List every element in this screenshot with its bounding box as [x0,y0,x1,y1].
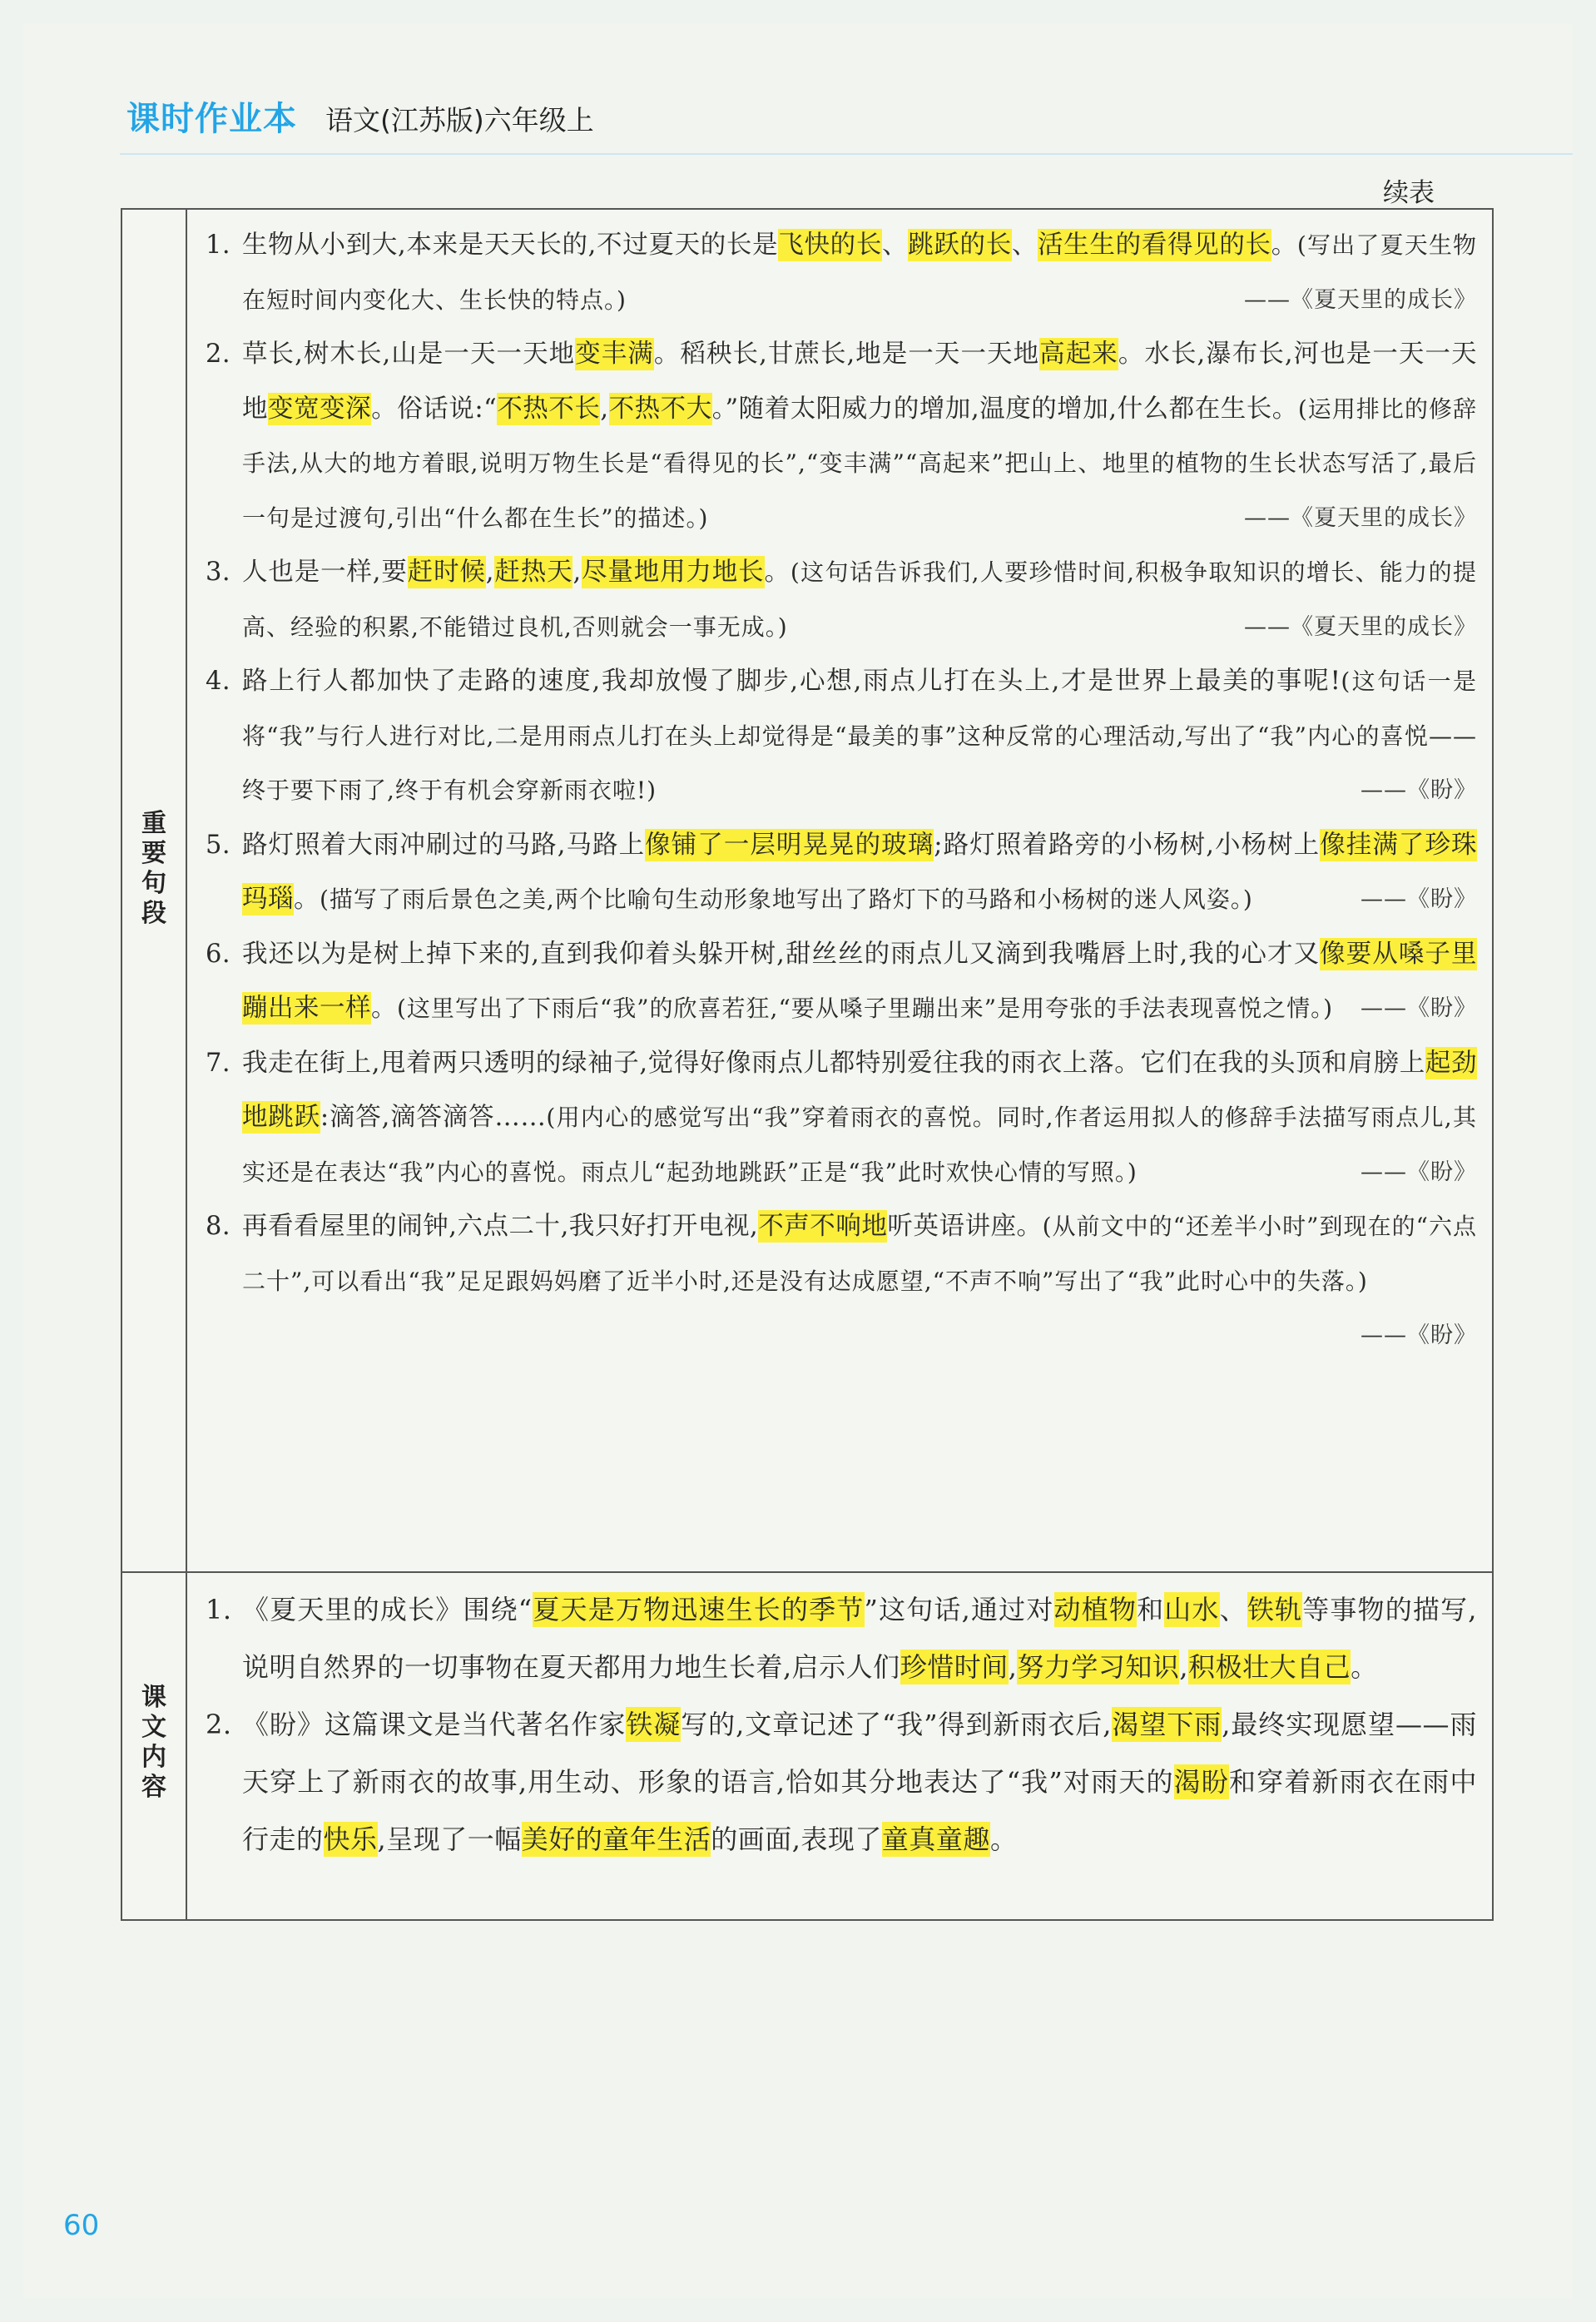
body-text: , [600,394,609,424]
highlighted-phrase: 夏天是万物迅速生长的季节 [532,1594,865,1625]
label-char: 文 [141,1713,166,1742]
highlighted-phrase: 高起来 [1039,340,1118,369]
body-text: 《盼》这篇课文是当代著名作家 [242,1709,627,1740]
body-text: 听英语讲座。 [887,1212,1043,1241]
sentence-item [206,927,1477,1036]
body-text: 生物从小到大,本来是天天长的,不过夏天的长是 [242,231,779,260]
item-number: 2. [206,1709,232,1740]
body-text: ,最终实现愿望——雨天穿上了新雨衣的故事,用生动、形象的语言,恰如其分地表达了“我”对雨天的 [242,1709,1477,1798]
highlighted-phrase: 铁轨 [1247,1594,1303,1625]
highlighted-phrase: 努力学习知识 [1017,1651,1180,1683]
highlighted-phrase: 像挂满了珍珠玛瑙 [242,830,1478,914]
sentence-item [206,654,1477,818]
annotation-note: (描写了雨后景色之美,两个比喻句生动形象地写出了路灯下的马路和小杨树的迷人风姿。) [320,886,1253,913]
body-text: 我走在街上,甩着两只透明的绿袖子,觉得好像雨点儿都特别爱往我的雨衣上落。它们在我的头顶和肩膀上 [242,1048,1425,1078]
item-number: 3. [206,558,231,587]
highlighted-phrase: 赶时候 [407,558,486,587]
label-char: 重 [141,809,166,838]
body-text: 《夏天里的成长》围绕“ [242,1594,533,1625]
body-text: 再看看屋里的闹钟,六点二十,我只好打开电视, [242,1212,759,1241]
highlighted-phrase: 赶热天 [494,558,573,587]
highlighted-phrase: 尽量地用力地长 [581,558,765,587]
source-citation: ——《盼》 [1361,1322,1477,1348]
body-text: 写的,文章记述了“我”得到新雨衣后, [681,1709,1112,1740]
body-text: 、 [882,231,909,260]
body-text: 。 [1351,1651,1378,1683]
source-citation: ——《夏天里的成长》 [1244,286,1477,313]
body-text: 路上行人都加快了走路的速度,我却放慢了脚步,心想,雨点儿打在头上,才是世界上最美的事呢! [242,667,1341,696]
content-item [206,1581,1477,1696]
highlighted-phrase: 活生生的看得见的长 [1038,231,1271,260]
body-text: 和 [1137,1594,1165,1625]
highlighted-phrase: 变宽变深 [268,394,372,424]
source-citation: ——《盼》 [1361,1159,1477,1185]
highlighted-phrase: 童真童趣 [881,1823,990,1855]
section-label-text-content [122,1683,186,1803]
item-number: 1. [206,1594,232,1625]
body-text: 我还以为是树上掉下来的,直到我仰着头躲开树,甜丝丝的雨点儿又滴到我嘴唇上时,我的心才又 [242,939,1321,969]
body-text: 草长,树木长,山是一天一天地 [242,340,576,369]
page-header [126,82,594,140]
highlighted-phrase: 积极壮大自己 [1188,1651,1351,1683]
text-content-list [206,1581,1477,1868]
item-number: 7. [206,1048,231,1078]
body-text: 。 [989,1823,1018,1855]
body-text: :滴答,滴答滴答…… [320,1103,547,1132]
label-char: 内 [141,1743,166,1772]
sentence-item [206,818,1477,927]
continued-label: 续表 [1383,178,1435,208]
body-text: 路灯照着大雨冲刷过的马路,马路上 [242,830,646,860]
body-text: 。俗话说:“ [371,394,498,424]
highlighted-phrase: 铁凝 [626,1709,682,1740]
highlighted-phrase: 渴盼 [1173,1766,1230,1798]
annotation-note: (用内心的感觉写出“我”穿着雨衣的喜悦。同时,作者运用拟人的修辞手法描写雨点儿,其实还是在表达“我”内心的喜悦。雨点儿“起劲地跳跃”正是“我”此时欢快心情的写照。) [242,1104,1477,1186]
highlighted-phrase: 起劲地跳跃 [242,1048,1477,1132]
body-text: , [572,558,582,587]
body-text: , [1008,1651,1018,1683]
sentence-item [206,218,1477,327]
body-text: 。水长,瀑布长,河也是一天一天地 [242,340,1478,424]
label-char: 容 [141,1773,166,1802]
body-text: 人也是一样,要 [242,558,408,587]
sentence-item [206,327,1477,545]
notes-table [121,208,1494,1921]
item-number: 8. [206,1212,231,1241]
highlighted-phrase: 不热不长 [497,394,601,424]
body-text: 。 [764,558,791,587]
highlighted-phrase: 动植物 [1053,1594,1138,1625]
section-label-key-sentences [122,809,186,929]
key-sentences-list [206,218,1477,1363]
annotation-note: (这句话告诉我们,人要珍惜时间,积极争取知识的增长、能力的提高、经验的积累,不能错过良机,否则就会一事无成。) [242,558,1478,641]
highlighted-phrase: 山水 [1164,1594,1220,1625]
highlighted-phrase: 变丰满 [575,340,654,369]
annotation-note: (运用排比的修辞手法,从大的地方着眼,说明万物生长是“看得见的长”,“变丰满”“高起来”把山上、地里的植物的生长状态写活了,最后一句是过渡句,引出“什么都在生长”的描述。) [242,394,1478,532]
highlighted-phrase: 美好的童年生活 [521,1823,711,1855]
body-text: 等事物的描写,说明自然界的一切事物在夏天都用力地生长着,启示人们 [242,1594,1477,1683]
highlighted-phrase: 渴望下雨 [1111,1709,1222,1740]
annotation-note: (从前文中的“还差半小时”到现在的“六点二十”,可以看出“我”足足跟妈妈磨了近半小时,还是没有达成愿望,“不声不响”写出了“我”此时心中的失落。) [242,1213,1478,1295]
body-text: ;路灯照着路旁的小杨树,小杨树上 [934,830,1321,860]
sentence-item [206,1199,1477,1363]
annotation-note: (这里写出了下雨后“我”的欣喜若狂,“要从嗓子里蹦出来”是用夸张的手法表现喜悦之情。) [397,995,1334,1022]
source-citation: ——《夏天里的成长》 [1244,504,1477,531]
annotation-note: (写出了夏天生物在短时间内变化大、生长快的特点。) [242,231,1478,314]
highlighted-phrase: 快乐 [323,1823,378,1855]
body-text: 、 [1011,231,1038,260]
highlighted-phrase: 不热不大 [608,394,712,424]
body-text: ”这句话,通过对 [864,1594,1054,1625]
item-number: 2. [206,340,231,369]
sentence-item [206,1036,1477,1200]
item-number: 4. [206,667,231,696]
body-text: , [1179,1651,1189,1683]
highlighted-phrase: 飞快的长 [778,231,883,260]
content-item [206,1696,1477,1868]
source-citation: ——《盼》 [1361,886,1477,912]
source-citation: ——《盼》 [1361,995,1477,1021]
book-subject: 语文(江苏版)六年级上 [325,104,594,136]
highlighted-phrase: 跳跃的长 [908,231,1012,260]
highlighted-phrase: 不声不响地 [758,1212,888,1241]
source-citation: ——《夏天里的成长》 [1244,613,1477,640]
body-text: ,呈现了一幅 [377,1823,522,1855]
label-char: 句 [141,869,166,898]
label-char: 段 [141,899,166,928]
body-text: 。 [294,885,320,914]
item-number: 5. [206,830,231,860]
table-column-divider [186,210,187,1919]
highlighted-phrase: 珍惜时间 [900,1651,1009,1683]
body-text: 、 [1219,1594,1247,1625]
header-divider [120,153,1573,155]
label-char: 课 [141,1683,166,1712]
body-text: 的画面,表现了 [711,1823,882,1855]
body-text: , [485,558,494,587]
source-citation: ——《盼》 [1361,777,1477,803]
annotation-note: (这句话一是将“我”与行人进行对比,二是用雨点儿打在头上却觉得是“最美的事”这种反常的心理活动,写出了“我”内心的喜悦——终于要下雨了,终于有机会穿新雨衣啦!) [242,667,1477,804]
body-text: 。稻秧长,甘蔗长,地是一天一天地 [653,340,1040,369]
table-row-divider [122,1571,1492,1573]
label-char: 要 [141,839,166,868]
body-text: 。 [371,994,397,1023]
page-number: 60 [63,2209,100,2242]
body-text: 和穿着新雨衣在雨中行走的 [242,1766,1477,1855]
book-brand: 课时作业本 [126,100,297,138]
item-number: 6. [206,939,231,969]
body-text: 。”随着太阳威力的增加,温度的增加,什么都在生长。 [711,394,1298,424]
body-text: 。 [1271,231,1297,260]
highlighted-phrase: 像铺了一层明晃晃的玻璃 [645,830,934,860]
highlighted-phrase: 像要从嗓子里蹦出来一样 [242,939,1477,1023]
item-number: 1. [206,231,231,260]
sentence-item [206,545,1477,654]
